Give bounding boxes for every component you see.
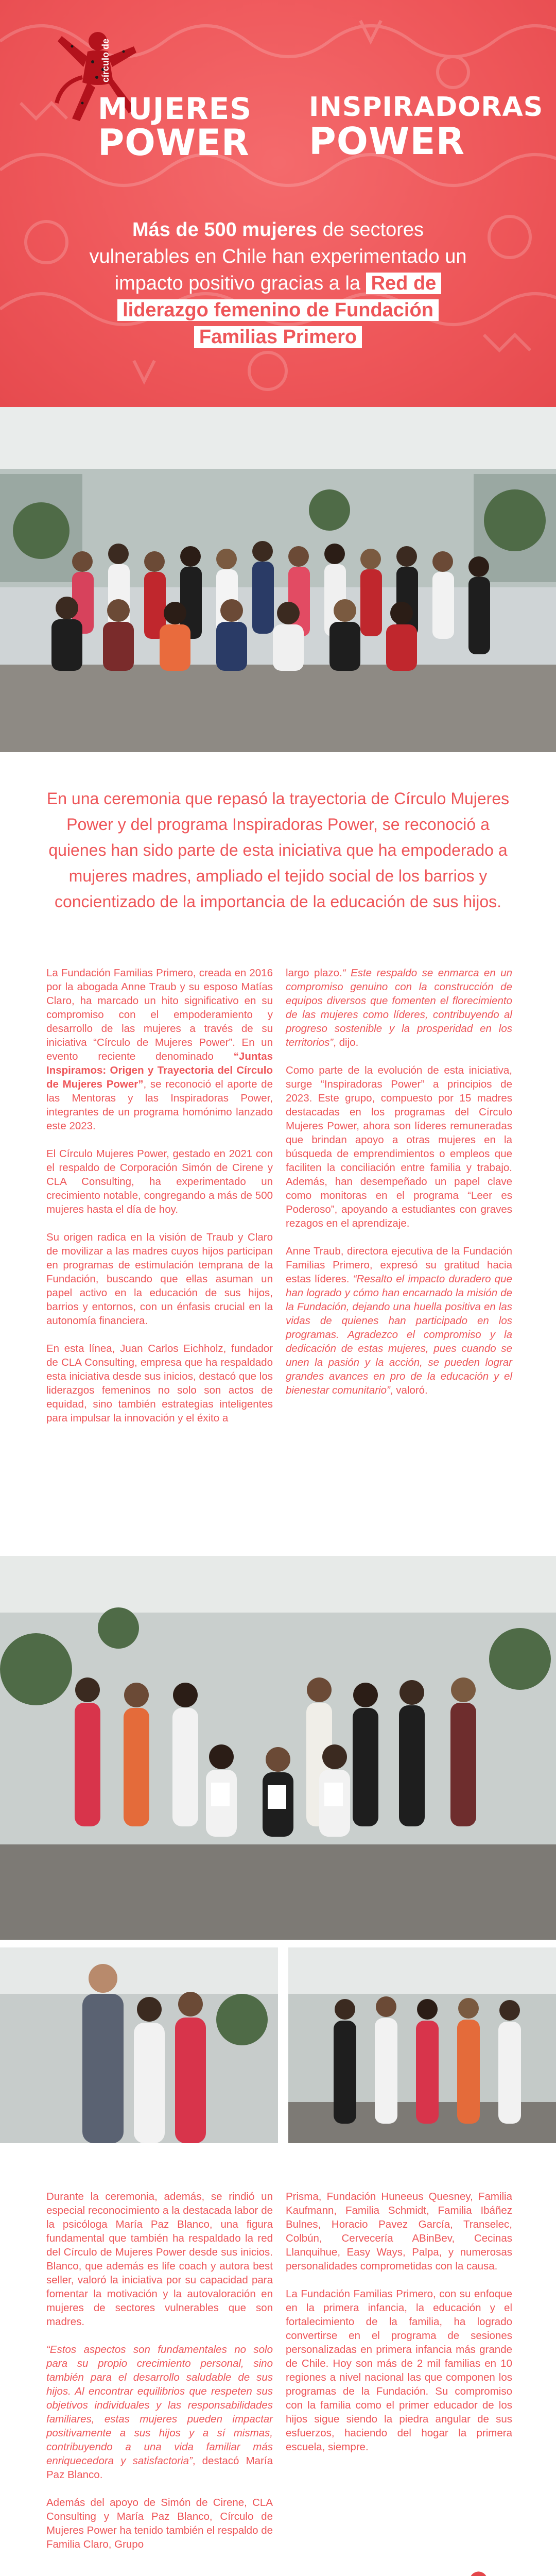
article2-left-column xyxy=(46,2190,273,2565)
hero-text: de sectores vulnerables en Chile han experimentado un impacto positivo gracias a la xyxy=(89,219,467,294)
article2-right-column xyxy=(286,2190,512,2468)
text-run: , se reconoció el aporte de las Mentoras y las Inspiradoras Power, integrantes de un programa homónimo lanzado este 2023. xyxy=(46,1078,273,1132)
article1-right-column xyxy=(286,966,512,1411)
logo-small-text: círculo de xyxy=(100,38,111,82)
logo-inspiradoras-power-text: POWER xyxy=(309,120,465,163)
group-photo xyxy=(0,407,556,752)
text-run: , valoró. xyxy=(390,1384,428,1396)
article2-paragraph: Además del apoyo de Simón de Cirene, CLA Consulting y María Paz Blanco, Círculo de Mujeres Power ha tenido también el respaldo de Familia Claro, Grupo xyxy=(46,2497,273,2550)
text-run: , dijo. xyxy=(333,1037,359,1048)
article1-left-column xyxy=(46,966,273,1439)
article1-paragraph: En esta línea, Juan Carlos Eichholz, fundador de CLA Consulting, empresa que ha respaldado esta iniciativa desde sus inicios, destacó que los liderazgos femeninos no solo son actos de equidad, sino también estrategias inteligentes para impulsar la innovación y el éxito a xyxy=(46,1343,273,1424)
article1-paragraph: Como parte de la evolución de esta iniciativa, surge “Inspiradoras Power” a principios de 2023. Este grupo, compuesto por 15 madres destacadas en los programas del Círculo Mujeres Power, ahora son líderes remuneradas que brindan apoyo a otras mujeres en la búsqueda de emprendimientos o empleos que faciliten la conciliación entre familia y trabajo. Además, han desempeñado un papel clave como monitoras en el programa “Leer es Poderoso”, apoyando a estudiantes con graves rezagos en el aprendizaje. xyxy=(286,1064,512,1229)
article1-paragraph xyxy=(46,966,273,1133)
article-lead: En una ceremonia que repasó la trayectoria de Círculo Mujeres Power y del programa Inspiradoras Power, se reconoció a quienes han sido parte de esta iniciativa que ha empoderado a mujeres madres, ampliado el tejido social de los barrios y concientizado de la importancia de la educación de sus hijos. xyxy=(46,789,510,911)
speakers-photo xyxy=(0,1947,278,2143)
cheetah-figure-decoration xyxy=(427,2566,520,2576)
logo-power-text: POWER xyxy=(98,122,250,164)
text-run: largo plazo. xyxy=(286,967,342,979)
article1-paragraph: El Círculo Mujeres Power, gestado en 2021 con el respaldo de Corporación Simón de Cirene y CLA Consulting, ha experimentado un crecimiento notable, congregando a más de 500 mujeres hasta el día de hoy. xyxy=(46,1148,273,1215)
logo-mujeres-text: MUJERES xyxy=(98,91,252,126)
hero-bold: Más de 500 mujeres xyxy=(132,219,318,241)
article2-paragraph: Durante la ceremonia, además, se rindió un especial reconocimiento a la destacada labor de la psicóloga María Paz Blanco, una figura fundamental que también ha respaldado la red del Círculo de Mujeres Power desde sus inicios. Blanco, que además es life coach y autora best seller, valoró la iniciativa por su capacidad para fomentar la motivación y la autovaloración en mujeres de sectores vulnerables que son madres. xyxy=(46,2191,273,2328)
article2-paragraph: Prisma, Fundación Huneeus Quesney, Familia Kaufmann, Familia Schmidt, Familia Ibáñez Bulnes, Horacio Pavez García, Transelec, Colbún, Cervecería ABinBev, Cecinas Llanquihue, Easy Ways, Palpa, y numerosas personalidades comprometidas con la causa. xyxy=(286,2191,512,2272)
text-run: Anne Traub, directora ejecutiva de la Fundación Familias Primero, expresó su gratitud hacia estas líderes. xyxy=(286,1245,512,1285)
hero-highlight: Red de liderazgo femenino de Fundación Familias Primero xyxy=(117,273,441,348)
article1-paragraph: Su origen radica en la visión de Traub y Claro de movilizar a las madres cuyos hijos participan en programas de estimulación temprana de la Fundación, buscando que ellas asuman un papel activo en la educación de sus hijos, barrios y entornos, con un énfasis crucial en la autonomía financiera. xyxy=(46,1231,273,1327)
quote: “ Este respaldo se enmarca en un compromiso genuino con la construcción de equipos diversos que fomenten el florecimiento de las mujeres como líderes, contribuyendo al progreso sostenible y la prosperidad en los territorios” xyxy=(286,967,513,1048)
article1-paragraph xyxy=(286,966,512,1049)
logo-inspiradoras-text: INSPIRADORAS xyxy=(309,92,544,123)
inspiradoras-photo xyxy=(0,1556,556,1940)
text-run: , destacó María Paz Blanco. xyxy=(46,2455,273,2481)
quote: “Resalto el impacto duradero que han logrado y cómo han encarnado la misión de la Fundación, dejando una huella positiva en las vidas de quienes han participado en los programas. Agradezco el compromiso y la dedicación de estas mujeres, pues cuando se unen la pasión y la acción, se pueden lograr grandes avances en pro de la educación y el bienestar comunitario” xyxy=(286,1273,512,1396)
article2-paragraph xyxy=(46,2343,273,2482)
event-title: “Juntas Inspiramos: Origen y Trayectoria del Círculo de Mujeres Power” xyxy=(46,1050,273,1090)
article1-paragraph xyxy=(286,1244,512,1397)
article2-paragraph: La Fundación Familias Primero, con su enfoque en la primera infancia, la educación y el fortalecimiento de la familia, ha logrado convertirse en el programa de sesiones personalizadas en primera infancia más grande de Chile. Hoy son más de 2 mil familias en 10 regiones a nivel nacional las que componen los programas de la Fundación. Su compromiso con la familia como el primer educador de los hijos sigue siendo la piedra angular de sus esfuerzos, haciendo del hogar la primera escuela, siempre. xyxy=(286,2288,512,2453)
text-run: La Fundación Familias Primero, creada en 2016 por la abogada Anne Traub y su esposo Matías Claro, ha marcado un hito significativo en su compromiso con el empoderamiento y desarrollo de las mujeres a través de su iniciativa “Círculo de Mujeres Power”. En un evento reciente denominado xyxy=(46,967,273,1062)
hero-headline xyxy=(82,216,474,350)
participants-photo xyxy=(288,1947,556,2143)
quote: “Estos aspectos son fundamentales no solo para su propio crecimiento personal, sino también para el desarrollo saludable de sus hijos. Al encontrar equilibrios que respeten sus objetivos individuales y las responsabilidades familiares, estas mujeres pueden impactar positivamente a sus hijos y a sí mismas, contribuyendo a una vida familiar más enriquecedora y satisfactoria” xyxy=(46,2344,273,2467)
hero-banner xyxy=(0,0,556,407)
